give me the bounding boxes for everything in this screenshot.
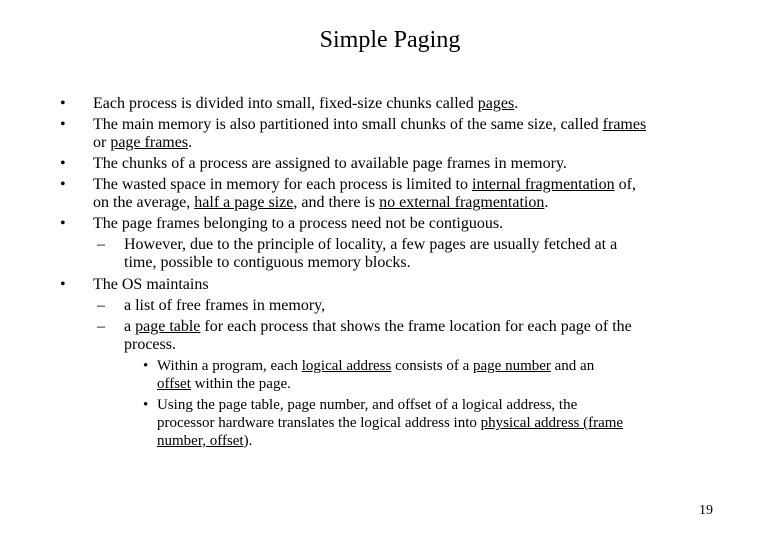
text-segment: The page frames belonging to a process need not be contiguous. — [93, 215, 504, 232]
dash-marker: – — [97, 236, 105, 253]
text-segment: for each process that shows the frame location for each page of the — [200, 318, 632, 335]
bullet-item — [0, 155, 780, 173]
text-segment: ). — [243, 433, 253, 449]
underlined-term: logical address — [301, 358, 392, 374]
text-segment: a — [124, 318, 136, 335]
bullet-item — [0, 357, 780, 393]
text-segment: time, possible to contiguous memory blocks. — [124, 254, 411, 271]
dash-marker: – — [97, 297, 105, 314]
bullet-marker: • — [60, 176, 66, 193]
text-segment: consists of a — [391, 358, 473, 374]
underlined-term: number, offset — [157, 433, 244, 449]
bullet-marker: • — [60, 95, 66, 112]
underlined-term: page number — [473, 358, 551, 374]
text-line — [93, 215, 780, 233]
text-line — [93, 276, 780, 294]
bullet-list — [0, 92, 780, 450]
text-segment: , and there is — [293, 194, 380, 211]
text-line — [93, 116, 780, 134]
underlined-term: frames — [602, 116, 647, 133]
underlined-term: half a page size — [194, 194, 294, 211]
dash-marker: – — [97, 318, 105, 335]
text-line — [124, 236, 780, 254]
bullet-item — [0, 95, 780, 113]
bullet-item — [0, 176, 780, 212]
bullet-item — [0, 215, 780, 233]
bullet-marker: • — [143, 358, 149, 374]
text-line — [157, 432, 780, 450]
text-segment: . — [188, 134, 193, 151]
bullet-item — [0, 297, 780, 315]
underlined-term: pages — [477, 95, 515, 112]
bullet-item — [0, 116, 780, 152]
underlined-term: page table — [135, 318, 201, 335]
text-segment: and an — [550, 358, 595, 374]
text-segment: Within a program, each — [157, 358, 302, 374]
text-line — [157, 375, 780, 393]
bullet-marker: • — [60, 215, 66, 232]
underlined-term: physical address (frame — [480, 415, 624, 431]
text-segment: of, — [614, 176, 636, 193]
bullet-item — [0, 276, 780, 294]
text-line — [157, 357, 780, 375]
text-segment: The wasted space in memory for each process is limited to — [93, 176, 472, 193]
text-segment: within the page. — [190, 376, 291, 392]
text-line — [93, 155, 780, 173]
text-segment: a list of free frames in memory, — [124, 297, 326, 314]
text-line — [124, 318, 780, 336]
slide-title: Simple Paging — [319, 27, 461, 53]
text-segment: . — [514, 95, 519, 112]
underlined-term: offset — [157, 376, 191, 392]
underlined-term: page frames — [110, 134, 189, 151]
bullet-marker: • — [60, 155, 66, 172]
bullet-item — [0, 236, 780, 272]
bullet-item — [0, 396, 780, 450]
text-segment: or — [93, 134, 111, 151]
text-line — [93, 194, 780, 212]
bullet-marker: • — [143, 397, 149, 413]
text-line — [124, 336, 780, 354]
text-line — [157, 396, 780, 414]
bullet-marker: • — [60, 116, 66, 133]
text-line — [124, 254, 780, 272]
text-line — [93, 176, 780, 194]
text-segment: The OS maintains — [93, 276, 209, 293]
underlined-term: no external fragmentation — [379, 194, 545, 211]
underlined-term: internal fragmentation — [472, 176, 615, 193]
text-segment: process. — [124, 336, 176, 353]
text-segment: . — [544, 194, 549, 211]
text-segment: processor hardware translates the logical address into — [157, 415, 481, 431]
text-line — [157, 414, 780, 432]
bullet-marker: • — [60, 276, 66, 293]
bullet-item — [0, 318, 780, 354]
text-segment: The chunks of a process are assigned to available page frames in memory. — [93, 155, 567, 172]
text-segment: Each process is divided into small, fixed-size chunks called — [93, 95, 478, 112]
text-segment: However, due to the principle of locality, a few pages are usually fetched at a — [124, 236, 618, 253]
text-segment: The main memory is also partitioned into small chunks of the same size, called — [93, 116, 603, 133]
page-number: 19 — [699, 503, 713, 518]
text-segment: Using the page table, page number, and offset of a logical address, the — [157, 397, 578, 413]
text-segment: on the average, — [93, 194, 195, 211]
text-line — [93, 95, 780, 113]
text-line — [124, 297, 780, 315]
text-line — [93, 134, 780, 152]
